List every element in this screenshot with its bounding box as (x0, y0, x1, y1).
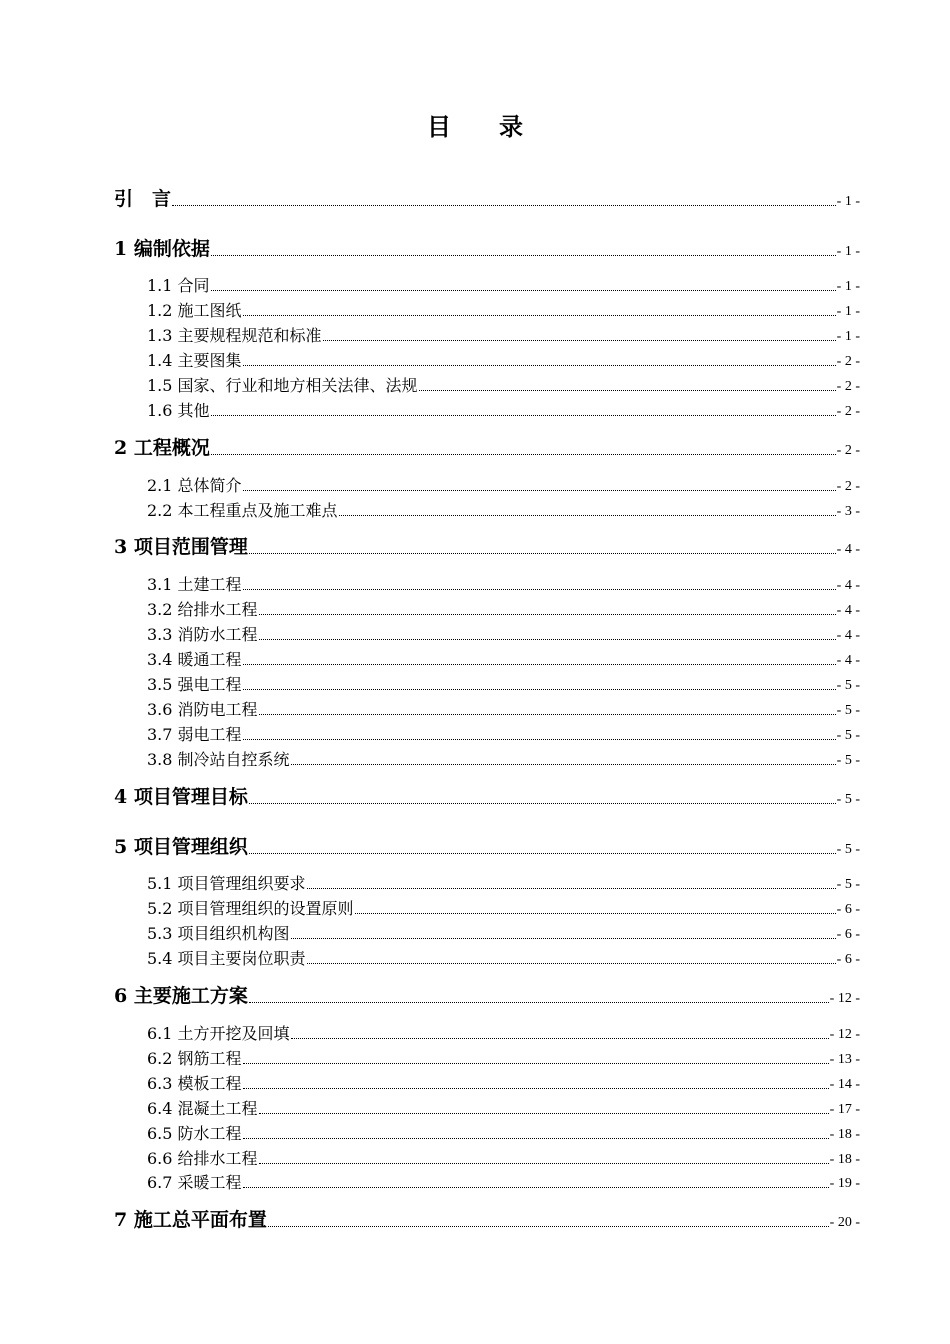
toc-dot-leader (211, 255, 836, 256)
toc-section-entry[interactable] (147, 473, 860, 495)
toc-page-number: - 18 - (829, 1151, 860, 1167)
toc-dot-leader (249, 1002, 829, 1003)
toc-entry-label: 5.3 项目组织机构图 (147, 924, 290, 944)
toc-page-number: - 12 - (829, 1026, 860, 1042)
toc-entry-label: 1.2 施工图纸 (147, 301, 242, 321)
toc-dot-leader (249, 853, 836, 854)
toc-section-entry[interactable] (147, 871, 860, 893)
toc-dot-leader (172, 205, 836, 206)
toc-section-entry[interactable] (147, 597, 860, 619)
toc-dot-leader (259, 614, 836, 615)
toc-entry-label: 3.5 强电工程 (147, 675, 242, 695)
toc-section-entry[interactable] (147, 747, 860, 769)
toc-page-number: - 5 - (836, 876, 860, 892)
toc-page-number: - 1 - (836, 193, 860, 209)
toc-page-number: - 12 - (829, 990, 860, 1006)
toc-page-number: - 5 - (836, 677, 860, 693)
toc-section-entry[interactable] (147, 1096, 860, 1118)
toc-entry-label: 3.1 土建工程 (147, 575, 242, 595)
toc-page-number: - 1 - (836, 243, 860, 259)
toc-dot-leader (243, 365, 836, 366)
toc-entry-label: 6.5 防水工程 (147, 1124, 242, 1144)
toc-dot-leader (211, 454, 836, 455)
toc-dot-leader (259, 1113, 829, 1114)
toc-entry-label: 3.6 消防电工程 (147, 700, 258, 720)
toc-dot-leader (307, 963, 836, 964)
toc-section-entry[interactable] (147, 498, 860, 520)
toc-entry-label: 3 项目范围管理 (114, 536, 248, 559)
toc-chapter-entry[interactable] (114, 830, 860, 858)
toc-page-number: - 2 - (836, 478, 860, 494)
toc-section-entry[interactable] (147, 697, 860, 719)
toc-entry-label: 3.8 制冷站自控系统 (147, 750, 290, 770)
toc-section-entry[interactable] (147, 1121, 860, 1143)
toc-chapter-entry[interactable] (114, 979, 860, 1007)
toc-entry-label: 6.7 采暖工程 (147, 1173, 242, 1193)
toc-section-entry[interactable] (147, 1046, 860, 1068)
toc-section-entry[interactable] (147, 373, 860, 395)
toc-section-entry[interactable] (147, 398, 860, 420)
toc-section-entry[interactable] (147, 323, 860, 345)
toc-dot-leader (307, 888, 836, 889)
toc-chapter-entry[interactable] (114, 1203, 860, 1231)
toc-dot-leader (211, 290, 836, 291)
toc-section-entry[interactable] (147, 1071, 860, 1093)
toc-page-number: - 2 - (836, 353, 860, 369)
toc-entry-label: 1.5 国家、行业和地方相关法律、法规 (147, 376, 418, 396)
toc-page-number: - 19 - (829, 1175, 860, 1191)
toc-entry-label: 6.6 给排水工程 (147, 1149, 258, 1169)
toc-dot-leader (268, 1226, 829, 1227)
toc-page-number: - 18 - (829, 1126, 860, 1142)
toc-page-number: - 13 - (829, 1051, 860, 1067)
toc-page-number: - 1 - (836, 328, 860, 344)
toc-entry-label: 2.1 总体简介 (147, 476, 242, 496)
toc-dot-leader (243, 315, 836, 316)
toc-entry-label: 1.1 合同 (147, 276, 210, 296)
toc-chapter-entry[interactable] (114, 232, 860, 260)
toc-dot-leader (259, 714, 836, 715)
toc-dot-leader (355, 913, 836, 914)
toc-section-entry[interactable] (147, 348, 860, 370)
toc-dot-leader (243, 689, 836, 690)
toc-entry-label: 5.4 项目主要岗位职责 (147, 949, 306, 969)
toc-section-entry[interactable] (147, 1021, 860, 1043)
toc-dot-leader (339, 515, 836, 516)
toc-entry-label: 3.7 弱电工程 (147, 725, 242, 745)
toc-entry-label: 2.2 本工程重点及施工难点 (147, 501, 338, 521)
toc-page-number: - 4 - (836, 652, 860, 668)
toc-entry-label: 1.3 主要规程规范和标准 (147, 326, 322, 346)
toc-entry-label: 4 项目管理目标 (114, 786, 248, 809)
toc-section-entry[interactable] (147, 946, 860, 968)
toc-entry-label: 引 言 (114, 188, 172, 211)
toc-page-number: - 4 - (836, 602, 860, 618)
toc-dot-leader (243, 1088, 829, 1089)
toc-page-number: - 4 - (836, 577, 860, 593)
toc-entry-label: 3.3 消防水工程 (147, 625, 258, 645)
toc-entry-label: 7 施工总平面布置 (114, 1209, 267, 1232)
toc-page-number: - 3 - (836, 503, 860, 519)
toc-section-entry[interactable] (147, 722, 860, 744)
toc-entry-label: 1.6 其他 (147, 401, 210, 421)
toc-entry-label: 6.3 模板工程 (147, 1074, 242, 1094)
toc-page-number: - 4 - (836, 627, 860, 643)
toc-dot-leader (291, 938, 836, 939)
toc-entry-label: 1.4 主要图集 (147, 351, 242, 371)
toc-entry-label: 5.2 项目管理组织的设置原则 (147, 899, 354, 919)
toc-section-entry[interactable] (147, 921, 860, 943)
toc-chapter-entry[interactable] (114, 780, 860, 808)
toc-section-entry[interactable] (147, 273, 860, 295)
toc-section-entry[interactable] (147, 298, 860, 320)
toc-dot-leader (243, 1138, 829, 1139)
toc-section-entry[interactable] (147, 896, 860, 918)
toc-dot-leader (243, 490, 836, 491)
toc-entry-label: 5.1 项目管理组织要求 (147, 874, 306, 894)
toc-chapter-entry[interactable] (114, 530, 860, 558)
toc-page-number: - 4 - (836, 541, 860, 557)
toc-page-number: - 2 - (836, 403, 860, 419)
toc-entry-label: 6.1 土方开挖及回填 (147, 1024, 290, 1044)
toc-dot-leader (291, 764, 836, 765)
toc-page-number: - 5 - (836, 841, 860, 857)
toc-page-number: - 14 - (829, 1076, 860, 1092)
toc-entry-label: 3.2 给排水工程 (147, 600, 258, 620)
toc-chapter-entry[interactable] (114, 431, 860, 459)
toc-entry-label: 5 项目管理组织 (114, 836, 248, 859)
toc-dot-leader (211, 415, 836, 416)
toc-dot-leader (243, 589, 836, 590)
toc-dot-leader (291, 1038, 829, 1039)
toc-entry-label: 2 工程概况 (114, 437, 210, 460)
toc-page-number: - 1 - (836, 303, 860, 319)
toc-entry-label: 3.4 暖通工程 (147, 650, 242, 670)
toc-section-entry[interactable] (147, 622, 860, 644)
toc-page-number: - 20 - (829, 1214, 860, 1230)
toc-entry-label: 6.4 混凝土工程 (147, 1099, 258, 1119)
toc-page-number: - 1 - (836, 278, 860, 294)
toc-dot-leader (259, 1163, 829, 1164)
toc-dot-leader (243, 739, 836, 740)
toc-dot-leader (249, 553, 836, 554)
toc-entry-label: 1 编制依据 (114, 238, 210, 261)
toc-dot-leader (249, 803, 836, 804)
toc-dot-leader (243, 1187, 829, 1188)
page-title: 目 录 (427, 112, 523, 141)
toc-page-number: - 5 - (836, 702, 860, 718)
toc-page-number: - 17 - (829, 1101, 860, 1117)
toc-page-number: - 6 - (836, 901, 860, 917)
toc-section-entry[interactable] (147, 572, 860, 594)
toc-chapter-entry[interactable] (114, 182, 860, 210)
toc-dot-leader (323, 340, 836, 341)
toc-section-entry[interactable] (147, 1146, 860, 1168)
toc-page-number: - 2 - (836, 442, 860, 458)
toc-page-number: - 2 - (836, 378, 860, 394)
toc-page-number: - 5 - (836, 791, 860, 807)
toc-dot-leader (419, 390, 836, 391)
toc-section-entry[interactable] (147, 647, 860, 669)
toc-entry-label: 6.2 钢筋工程 (147, 1049, 242, 1069)
toc-page-number: - 5 - (836, 752, 860, 768)
toc-section-entry[interactable] (147, 672, 860, 694)
toc-page-number: - 6 - (836, 951, 860, 967)
toc-dot-leader (243, 664, 836, 665)
toc-page-number: - 5 - (836, 727, 860, 743)
toc-section-entry[interactable] (147, 1170, 860, 1192)
toc-dot-leader (259, 639, 836, 640)
toc-page-number: - 6 - (836, 926, 860, 942)
toc-dot-leader (243, 1063, 829, 1064)
toc-entry-label: 6 主要施工方案 (114, 985, 248, 1008)
